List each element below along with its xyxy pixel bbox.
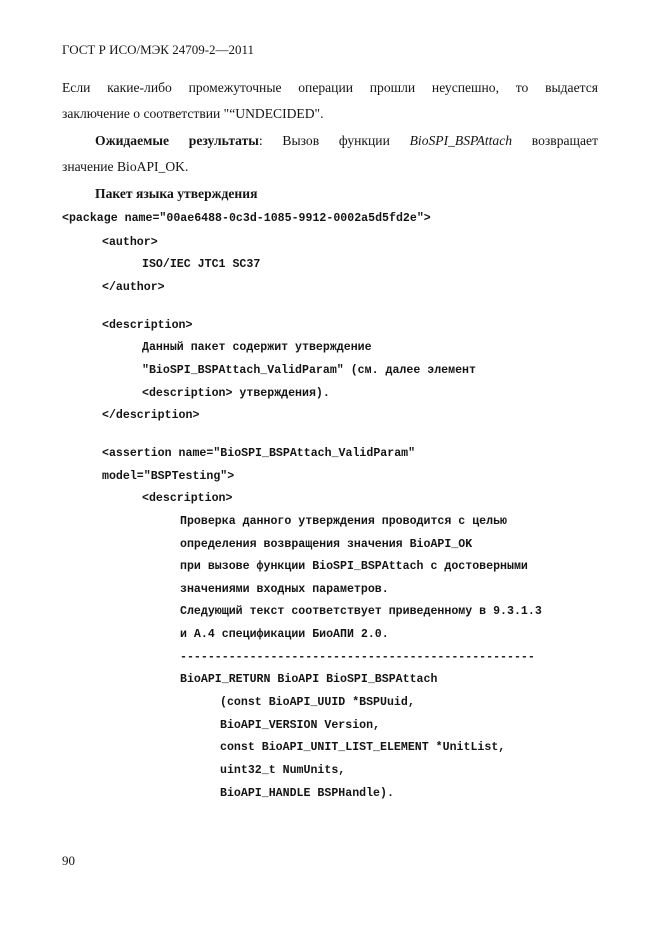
document-header: ГОСТ Р ИСО/МЭК 24709-2—2011 — [62, 42, 255, 57]
code-line: const BioAPI_UNIT_LIST_ELEMENT *UnitList, — [220, 741, 506, 754]
code-line: значениями входных параметров. — [180, 583, 389, 596]
function-name: BioSPI_BSPAttach — [409, 133, 513, 148]
code-line: BioAPI_RETURN BioAPI BioSPI_BSPAttach — [180, 673, 438, 686]
code-line: BioAPI_VERSION Version, — [220, 719, 381, 732]
code-line: <assertion name="BioSPI_BSPAttach_ValidParam" — [102, 447, 416, 460]
code-line: uint32_t NumUnits, — [220, 764, 346, 777]
paragraph-line: Если какие-либо промежуточные операции прошли неуспешно, то выдается — [62, 80, 598, 95]
expected-results-label: Ожидаемые результаты — [95, 133, 259, 148]
code-line: и А.4 спецификации БиоАПИ 2.0. — [180, 628, 389, 641]
code-line: Следующий текст соответствует приведенному в 9.3.1.3 — [180, 605, 542, 618]
code-line: <author> — [102, 236, 158, 249]
code-line: при вызове функции BioSPI_BSPAttach с достоверными — [180, 560, 528, 573]
paragraph-line — [62, 128, 598, 154]
paragraph-line: значение BioAPI_OK. — [62, 159, 189, 174]
page-number: 90 — [62, 853, 75, 868]
code-line: </description> — [102, 409, 200, 422]
code-line: <description> — [102, 319, 193, 332]
code-line: Данный пакет содержит утверждение — [142, 341, 372, 354]
expected-results-text: : Вызов функции — [258, 133, 410, 148]
expected-results-text-end: возвращает — [512, 133, 599, 148]
code-line: ISO/IEC JTC1 SC37 — [142, 258, 261, 271]
code-line: (const BioAPI_UUID *BSPUuid, — [220, 696, 415, 709]
code-line: Проверка данного утверждения проводится с целью — [180, 515, 507, 528]
paragraph-undecided — [62, 75, 598, 127]
code-line: <description> утверждения). — [142, 387, 330, 400]
code-line: </author> — [102, 281, 165, 294]
section-heading: Пакет языка утверждения — [95, 186, 258, 201]
code-line: --------------------------------------------------- — [180, 651, 535, 664]
code-line: определения возвращения значения BioAPI_OK — [180, 538, 473, 551]
code-line: model="BSPTesting"> — [102, 470, 235, 483]
paragraph-line: заключение о соответствии "“UNDECIDED". — [62, 106, 324, 121]
code-line: <description> — [142, 492, 233, 505]
code-line: BioAPI_HANDLE BSPHandle). — [220, 787, 394, 800]
paragraph-expected-results — [62, 128, 598, 180]
code-line: "BioSPI_BSPAttach_ValidParam" (см. далее элемент — [142, 364, 476, 377]
code-line: <package name="00ae6488-0c3d-1085-9912-0002a5d5fd2e"> — [62, 212, 431, 225]
